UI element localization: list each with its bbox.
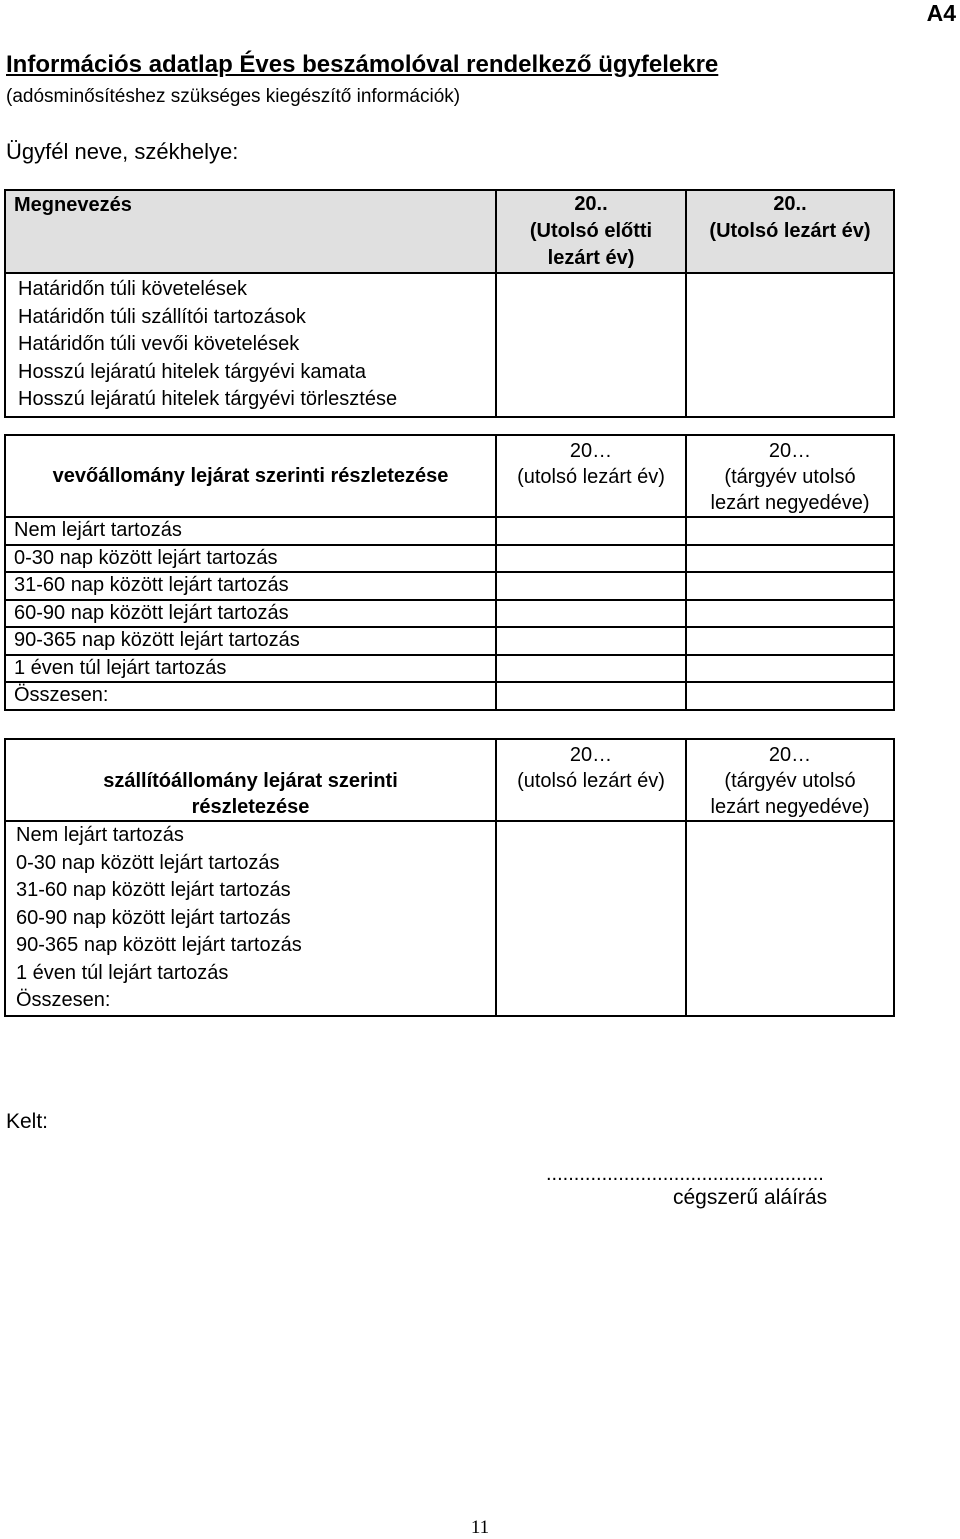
overdue-row-label: Hosszú lejáratú hitelek tárgyévi törlesztése xyxy=(18,388,398,410)
receivables-row-label: Nem lejárt tartozás xyxy=(14,519,182,541)
page-subtitle: (adósminősítéshez szükséges kiegészítő információk) xyxy=(6,86,461,107)
payables-input-quarter[interactable] xyxy=(686,821,894,1016)
receivables-row-label-cell xyxy=(5,655,496,683)
input-previous-year[interactable] xyxy=(496,273,686,417)
receivables-row xyxy=(5,600,894,628)
receivables-row xyxy=(5,517,894,545)
header-designation: Megnevezés xyxy=(5,190,496,273)
page-number: 11 xyxy=(470,1517,490,1538)
receivables-col-quarter: 20… (tárgyév utolsó lezárt negyedéve) xyxy=(686,435,894,517)
receivables-input-quarter[interactable] xyxy=(686,545,894,573)
overdue-summary-table xyxy=(4,189,895,418)
payables-input-last-year[interactable] xyxy=(496,821,686,1016)
receivables-row xyxy=(5,572,894,600)
payables-title-cell xyxy=(5,739,496,821)
overdue-row-label: Határidőn túli követelések xyxy=(18,278,248,300)
receivables-input-quarter[interactable] xyxy=(686,600,894,628)
receivables-title-cell xyxy=(5,435,496,517)
receivables-input-quarter[interactable] xyxy=(686,572,894,600)
receivables-row-label-cell xyxy=(5,517,496,545)
overdue-row-label: Határidőn túli szállítói tartozások xyxy=(18,305,306,328)
receivables-input-last-year[interactable] xyxy=(496,627,686,655)
form-code: A4 xyxy=(926,0,956,26)
receivables-input-quarter[interactable] xyxy=(686,682,894,710)
receivables-row xyxy=(5,627,894,655)
header-last-year: 20.. (Utolsó lezárt év) xyxy=(686,190,894,273)
payables-row-label: Összesen: xyxy=(16,989,111,1011)
receivables-row-label: 1 éven túl lejárt tartozás xyxy=(14,656,227,679)
receivables-row-label-cell xyxy=(5,572,496,600)
date-label: Kelt: xyxy=(6,1110,49,1133)
receivables-row-label: Összesen: xyxy=(14,684,109,706)
payables-row-label: 1 éven túl lejárt tartozás xyxy=(16,961,229,984)
receivables-title: vevőállomány lejárat szerinti részletezése xyxy=(52,464,449,487)
payables-row-label: Nem lejárt tartozás xyxy=(16,824,184,846)
payables-row-labels xyxy=(5,821,496,1016)
receivables-row xyxy=(5,655,894,683)
payables-title-line-1: szállítóállomány lejárat szerinti xyxy=(103,770,398,792)
receivables-input-last-year[interactable] xyxy=(496,655,686,683)
overdue-row-label: Határidőn túli vevői követelések xyxy=(18,333,300,355)
receivables-row-label-cell xyxy=(5,627,496,655)
receivables-input-quarter[interactable] xyxy=(686,517,894,545)
receivables-row-label: 60-90 nap között lejárt tartozás xyxy=(14,601,289,624)
receivables-input-last-year[interactable] xyxy=(496,572,686,600)
payables-aging-table xyxy=(4,738,895,1017)
client-name-label: Ügyfél neve, székhelye: xyxy=(6,139,239,164)
payables-row-label: 90-365 nap között lejárt tartozás xyxy=(16,934,302,956)
receivables-input-last-year[interactable] xyxy=(496,517,686,545)
payables-row-label: 60-90 nap között lejárt tartozás xyxy=(16,906,291,929)
signature-label: cégszerű aláírás xyxy=(673,1186,828,1209)
input-last-year[interactable] xyxy=(686,273,894,417)
receivables-row-label: 31-60 nap között lejárt tartozás xyxy=(14,574,289,596)
payables-title-line-2: részletezése xyxy=(191,796,310,818)
receivables-input-last-year[interactable] xyxy=(496,545,686,573)
receivables-aging-table xyxy=(4,434,895,711)
receivables-input-quarter[interactable] xyxy=(686,655,894,683)
receivables-row-label-cell xyxy=(5,600,496,628)
payables-row-label: 0-30 nap között lejárt tartozás xyxy=(16,851,280,874)
payables-row-label: 31-60 nap között lejárt tartozás xyxy=(16,879,291,901)
receivables-row xyxy=(5,682,894,710)
payables-col-quarter: 20… (tárgyév utolsó lezárt negyedéve) xyxy=(686,739,894,821)
receivables-row xyxy=(5,545,894,573)
receivables-row-label-cell xyxy=(5,545,496,573)
receivables-input-last-year[interactable] xyxy=(496,600,686,628)
row-labels xyxy=(5,273,496,417)
receivables-col-last-year: 20… (utolsó lezárt év) xyxy=(496,435,686,517)
receivables-input-quarter[interactable] xyxy=(686,627,894,655)
receivables-row-label-cell xyxy=(5,682,496,710)
receivables-row-label: 0-30 nap között lejárt tartozás xyxy=(14,546,278,569)
payables-col-last-year: 20… (utolsó lezárt év) xyxy=(496,739,686,821)
signature-line: .................................................. xyxy=(546,1163,824,1185)
receivables-row-label: 90-365 nap között lejárt tartozás xyxy=(14,629,300,651)
page-title: Információs adatlap Éves beszámolóval rendelkező ügyfelekre xyxy=(6,51,719,78)
receivables-input-last-year[interactable] xyxy=(496,682,686,710)
header-previous-year: 20.. (Utolsó előtti lezárt év) xyxy=(496,190,686,273)
overdue-row-label: Hosszú lejáratú hitelek tárgyévi kamata xyxy=(18,360,366,383)
